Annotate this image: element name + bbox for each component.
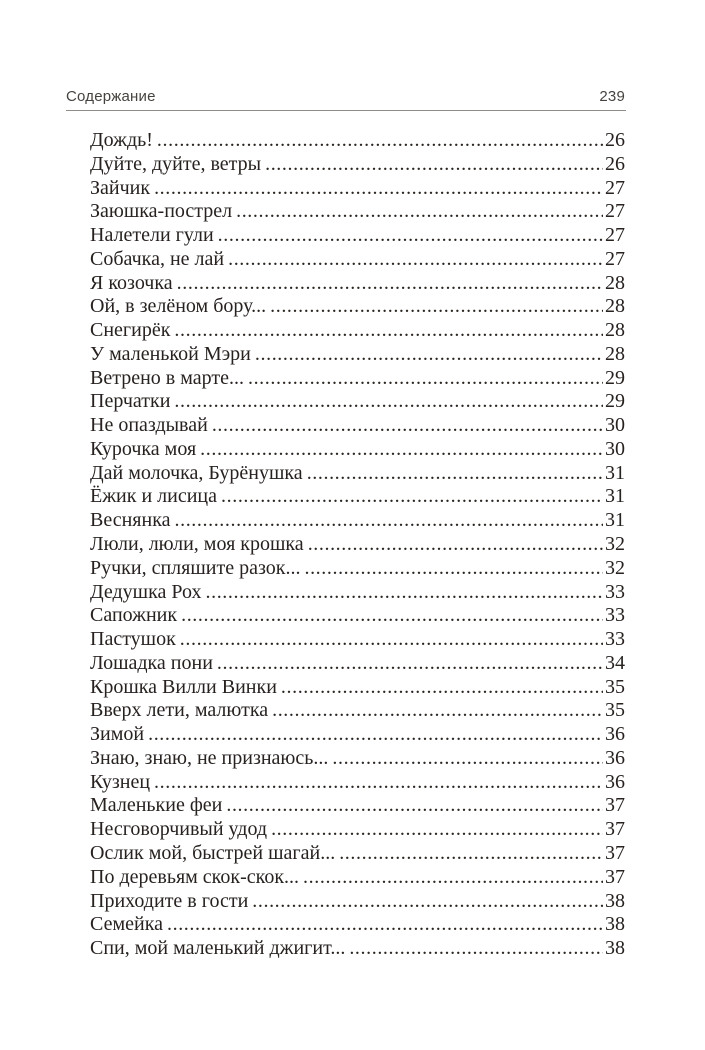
toc-entry	[90, 890, 625, 914]
dot-leader	[181, 604, 603, 627]
toc-entry-title: Дождь!	[90, 129, 153, 151]
toc-entry	[90, 177, 625, 201]
toc-entry-page: 32	[605, 533, 625, 556]
toc-entry	[90, 866, 625, 890]
toc-entry	[90, 367, 625, 391]
toc-entry-page: 26	[605, 129, 625, 151]
toc-entry-title: Лошадка пони	[90, 651, 213, 674]
toc-entry-title: Зимой	[90, 723, 145, 746]
toc-entry-page: 27	[605, 176, 625, 199]
toc-entry-page: 35	[605, 699, 625, 722]
toc-entry	[90, 343, 625, 367]
toc-entry	[90, 153, 625, 177]
dot-leader	[148, 723, 603, 746]
toc-entry	[90, 842, 625, 866]
toc-entry-page: 31	[605, 509, 625, 532]
dot-leader	[265, 153, 603, 176]
toc-entry-title: Спи, мой маленький джигит...	[90, 937, 346, 960]
toc-entry-page: 28	[605, 342, 625, 365]
toc-entry-title: У маленькой Мэри	[90, 342, 251, 365]
toc-entry	[90, 628, 625, 652]
dot-leader	[308, 533, 603, 556]
header-rule	[66, 110, 626, 111]
toc-entry-page: 27	[605, 200, 625, 223]
toc-entry-page: 37	[605, 865, 625, 888]
toc-entry-title: Собачка, не лай	[90, 247, 225, 270]
toc-entry-page: 33	[605, 628, 625, 651]
toc-entry-page: 36	[605, 723, 625, 746]
dot-leader	[154, 177, 603, 200]
toc-entry-title: По деревьям скок-скок...	[90, 865, 300, 888]
toc-entry-page: 37	[605, 794, 625, 817]
toc-entry-title: Дай молочка, Бурёнушка	[90, 461, 303, 484]
dot-leader	[177, 272, 603, 295]
toc-entry-page: 37	[605, 841, 625, 864]
toc-entry	[90, 652, 625, 676]
toc-entry-title: Ёжик и лисица	[90, 485, 218, 508]
dot-leader	[180, 628, 603, 651]
toc-entry-title: Ой, в зелёном бору...	[90, 295, 267, 318]
folio-page-number: 239	[599, 88, 625, 105]
toc-entry-page: 38	[605, 913, 625, 936]
dot-leader	[218, 224, 603, 247]
toc-entry-page: 33	[605, 580, 625, 603]
toc-entry-page: 38	[605, 889, 625, 912]
toc-entry	[90, 462, 625, 486]
toc-entry-title: Ослик мой, быстрей шагай...	[90, 841, 336, 864]
dot-leader	[174, 319, 603, 342]
toc-entry	[90, 509, 625, 533]
toc-entry	[90, 723, 625, 747]
toc-entry	[90, 913, 625, 937]
toc-entry-page: 36	[605, 770, 625, 793]
dot-leader	[252, 890, 603, 913]
toc-entry	[90, 818, 625, 842]
dot-leader	[349, 937, 603, 960]
toc-entry-page: 35	[605, 675, 625, 698]
dot-leader	[212, 414, 603, 437]
dot-leader	[304, 557, 603, 580]
toc-entry-title: Сапожник	[90, 604, 178, 627]
toc-entry	[90, 676, 625, 700]
toc-entry	[90, 485, 625, 509]
toc-entry	[90, 557, 625, 581]
toc-entry-title: Перчатки	[90, 390, 171, 413]
dot-leader	[157, 129, 603, 152]
dot-leader	[303, 866, 603, 889]
toc-entry	[90, 604, 625, 628]
toc-entry-page: 30	[605, 437, 625, 460]
dot-leader	[255, 343, 603, 366]
toc-entry	[90, 248, 625, 272]
toc-entry	[90, 771, 625, 795]
toc-entry	[90, 794, 625, 818]
running-head	[66, 88, 625, 105]
dot-leader	[272, 699, 603, 722]
toc-list	[90, 129, 625, 961]
toc-entry	[90, 581, 625, 605]
toc-entry-page: 29	[605, 390, 625, 413]
toc-entry-page: 27	[605, 247, 625, 270]
toc-entry-title: Кузнец	[90, 770, 151, 793]
toc-entry	[90, 272, 625, 296]
toc-entry-page: 28	[605, 319, 625, 342]
toc-entry-page: 34	[605, 651, 625, 674]
toc-entry-page: 32	[605, 556, 625, 579]
toc-entry-page: 36	[605, 746, 625, 769]
dot-leader	[226, 794, 603, 817]
toc-entry	[90, 937, 625, 961]
toc-entry-title: Знаю, знаю, не признаюсь...	[90, 746, 329, 769]
toc-entry-title: Веснянка	[90, 509, 171, 532]
dot-leader	[228, 248, 603, 271]
toc-entry-title: Вверх лети, малютка	[90, 699, 269, 722]
toc-entry-title: Курочка моя	[90, 437, 197, 460]
toc-entry	[90, 295, 625, 319]
toc-entry-title: Я козочка	[90, 271, 173, 294]
toc-entry	[90, 533, 625, 557]
toc-entry	[90, 414, 625, 438]
dot-leader	[167, 913, 603, 936]
toc-entry-title: Зайчик	[90, 176, 151, 199]
dot-leader	[221, 485, 603, 508]
dot-leader	[307, 462, 603, 485]
toc-entry-page: 29	[605, 366, 625, 389]
toc-entry-title: Налетели гули	[90, 224, 214, 247]
dot-leader	[339, 842, 603, 865]
toc-entry	[90, 224, 625, 248]
toc-entry-page: 27	[605, 224, 625, 247]
dot-leader	[271, 818, 603, 841]
toc-entry-title: Люли, люли, моя крошка	[90, 533, 304, 556]
dot-leader	[248, 367, 603, 390]
toc-entry-title: Несговорчивый удод	[90, 818, 268, 841]
toc-entry-title: Крошка Вилли Винки	[90, 675, 277, 698]
dot-leader	[281, 676, 603, 699]
toc-entry	[90, 747, 625, 771]
toc-entry-title: Дедушка Рох	[90, 580, 202, 603]
toc-entry-page: 26	[605, 152, 625, 175]
toc-entry-title: Дуйте, дуйте, ветры	[90, 152, 262, 175]
dot-leader	[200, 438, 603, 461]
toc-entry-page: 33	[605, 604, 625, 627]
toc-entry-page: 31	[605, 461, 625, 484]
dot-leader	[154, 771, 603, 794]
toc-entry-page: 28	[605, 271, 625, 294]
toc-entry-page: 30	[605, 414, 625, 437]
toc-entry-title: Семейка	[90, 913, 163, 936]
toc-entry	[90, 699, 625, 723]
dot-leader	[332, 747, 603, 770]
toc-entry-title: Ручки, спляшите разок...	[90, 556, 301, 579]
toc-entry-title: Не опаздывай	[90, 414, 208, 437]
toc-entry	[90, 390, 625, 414]
toc-entry	[90, 200, 625, 224]
toc-entry-title: Заюшка-пострел	[90, 200, 233, 223]
dot-leader	[175, 509, 604, 532]
toc-entry	[90, 129, 625, 153]
toc-entry-title: Приходите в гости	[90, 889, 249, 912]
dot-leader	[174, 390, 603, 413]
dot-leader	[270, 295, 603, 318]
dot-leader	[217, 652, 603, 675]
page-title: Содержание	[66, 88, 156, 105]
dot-leader	[206, 581, 604, 604]
toc-entry-title: Маленькие феи	[90, 794, 223, 817]
toc-entry-page: 38	[605, 937, 625, 960]
toc-entry	[90, 319, 625, 343]
toc-entry	[90, 438, 625, 462]
toc-entry-page: 37	[605, 818, 625, 841]
toc-entry-page: 31	[605, 485, 625, 508]
dot-leader	[236, 200, 603, 223]
toc-entry-title: Ветрено в марте...	[90, 366, 244, 389]
toc-entry-title: Пастушок	[90, 628, 176, 651]
toc-entry-title: Снегирёк	[90, 319, 171, 342]
toc-entry-page: 28	[605, 295, 625, 318]
